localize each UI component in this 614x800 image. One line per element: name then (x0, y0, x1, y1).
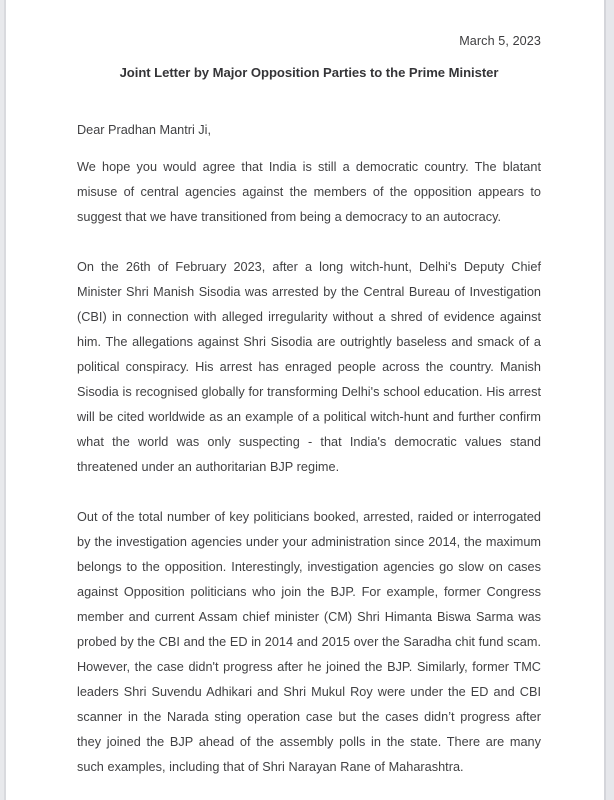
letter-date: March 5, 2023 (459, 34, 541, 48)
letter-paragraph: Out of the total number of key politicians booked, arrested, raided or interrogated by the investigation agencies under your administration since 2014, the maximum belongs to the opposition. Interestingly, investigation agencies go slow on cases against Opposition politicians who join the BJP. For example, former Congress member and current Assam chief minister (CM) Shri Himanta Biswa Sarma was probed by the CBI and the ED in 2014 and 2015 over the Saradha chit fund scam. However, the case didn't progress after he joined the BJP. Similarly, former TMC leaders Shri Suvendu Adhikari and Shri Mukul Roy were under the ED and CBI scanner in the Narada sting operation case but the cases didn’t progress after they joined the BJP ahead of the assembly polls in the state. There are many such examples, including that of Shri Narayan Rane of Maharashtra. (77, 510, 541, 774)
letter-title: Joint Letter by Major Opposition Parties to the Prime Minister (119, 65, 499, 80)
letter-salutation: Dear Pradhan Mantri Ji, (77, 123, 211, 137)
letter-paragraph: On the 26th of February 2023, after a long witch-hunt, Delhi's Deputy Chief Minister Shri Manish Sisodia was arrested by the Central Bureau of Investigation (CBI) in connection with alleged irregularity without a shred of evidence against him. The allegations against Shri Sisodia are outrightly baseless and smack of a political conspiracy. His arrest has enraged people across the country. Manish Sisodia is recognised globally for transforming Delhi's school education. His arrest will be cited worldwide as an example of a political witch-hunt and further confirm what the world was only suspecting - that India's democratic values stand threatened under an authoritarian BJP regime. (77, 260, 541, 474)
letter-body (77, 155, 541, 780)
letter-paragraph: We hope you would agree that India is still a democratic country. The blatant misuse of central agencies against the members of the opposition appears to suggest that we have transitioned from being a democracy to an autocracy. (77, 160, 541, 224)
document-content-column (77, 0, 541, 800)
